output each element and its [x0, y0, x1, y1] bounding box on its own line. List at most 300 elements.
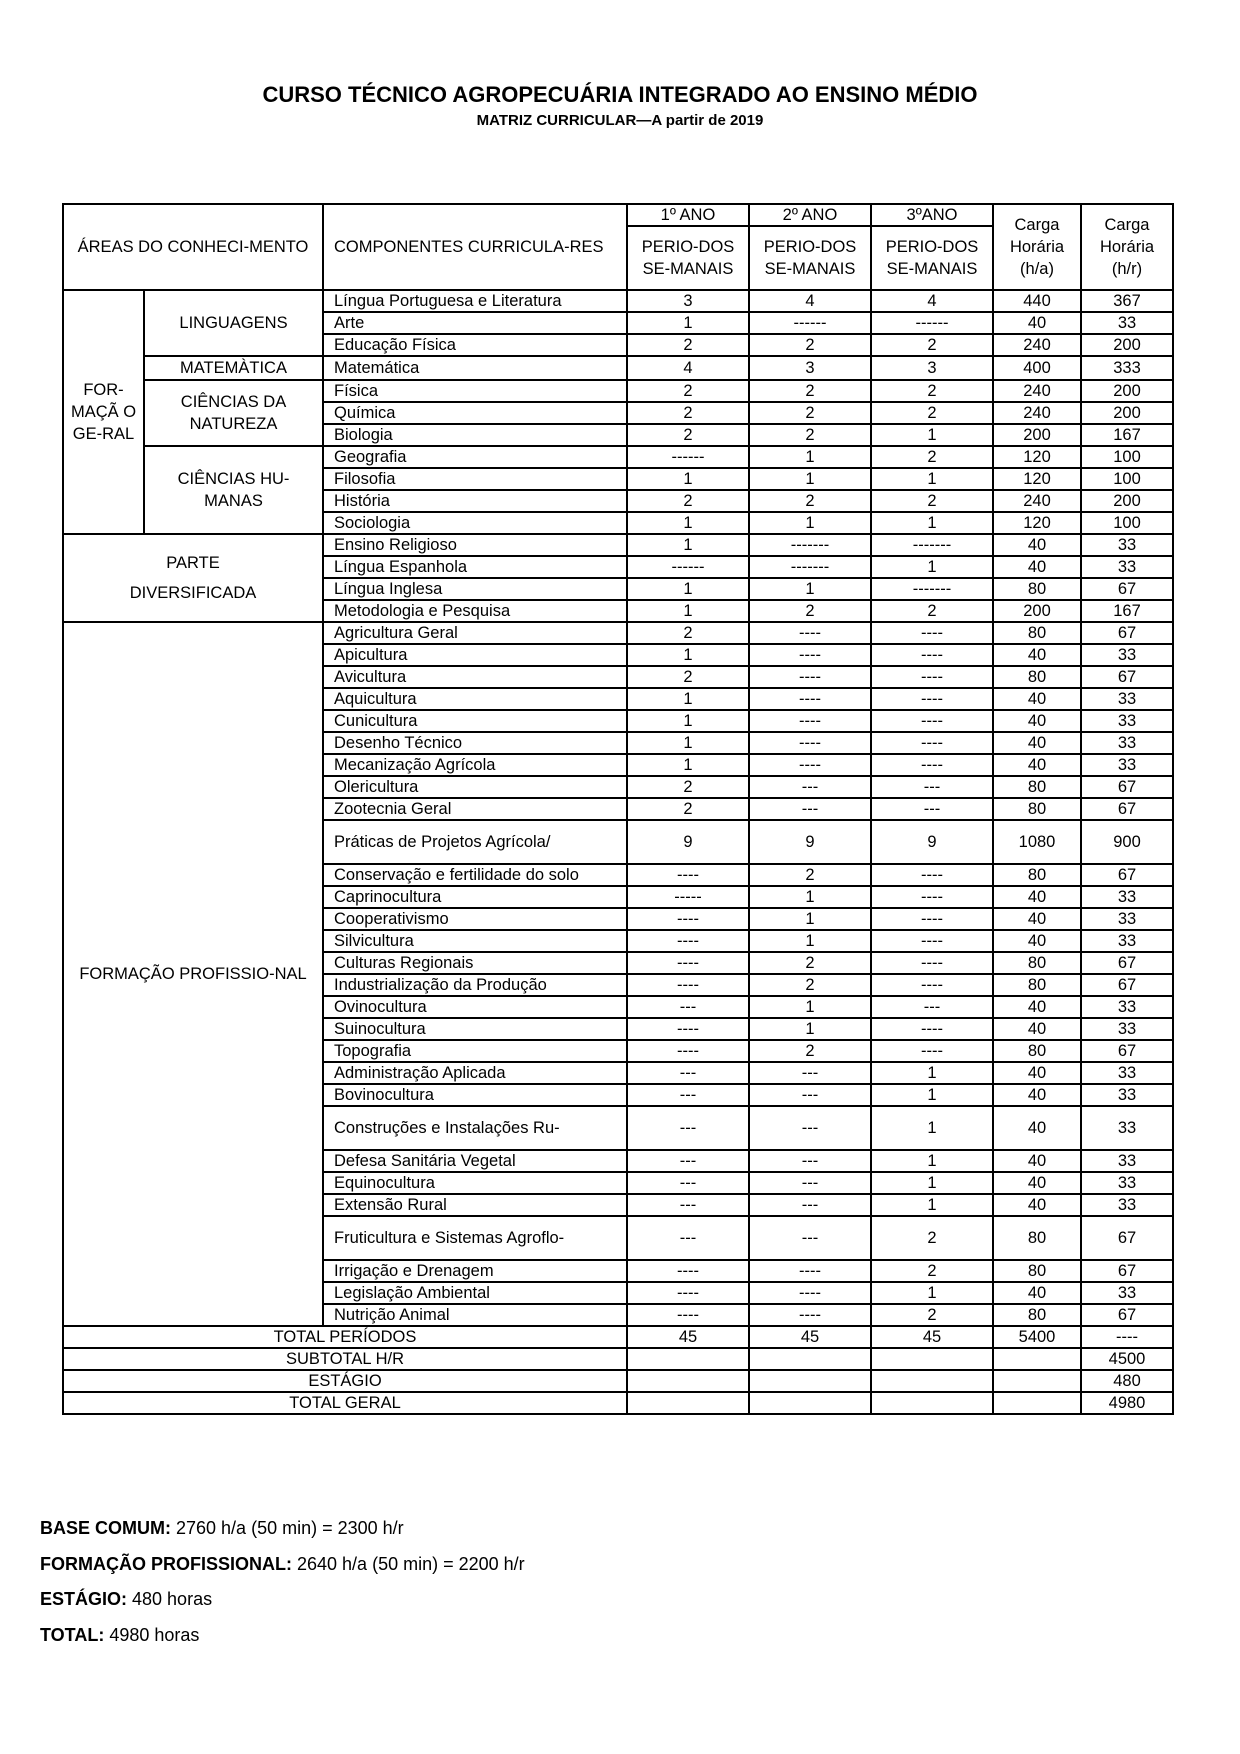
year2-periods: ---- [749, 732, 871, 754]
hours-hr: 33 [1081, 1172, 1173, 1194]
year3-periods: 4 [871, 290, 993, 312]
year1-periods: ------ [627, 446, 749, 468]
totals-y1 [627, 1348, 749, 1370]
hours-ha: 40 [993, 1172, 1081, 1194]
component-name: Construções e Instalações Ru- [323, 1106, 627, 1150]
year2-periods: 3 [749, 356, 871, 380]
hours-hr: 100 [1081, 468, 1173, 490]
year2-periods: 2 [749, 490, 871, 512]
year2-periods: --- [749, 776, 871, 798]
year1-periods: 1 [627, 468, 749, 490]
hours-ha: 80 [993, 952, 1081, 974]
year2-periods: 1 [749, 512, 871, 534]
year2-periods: 1 [749, 1018, 871, 1040]
hours-hr: 100 [1081, 512, 1173, 534]
hours-hr: 33 [1081, 996, 1173, 1018]
hours-ha: 40 [993, 534, 1081, 556]
totals-y2: 45 [749, 1326, 871, 1348]
year2-periods: ------- [749, 556, 871, 578]
component-name: Metodologia e Pesquisa [323, 600, 627, 622]
totals-y1: 45 [627, 1326, 749, 1348]
year3-periods: --- [871, 798, 993, 820]
hours-ha: 80 [993, 622, 1081, 644]
year2-periods: 1 [749, 996, 871, 1018]
linguagens-group: LINGUAGENS [144, 290, 323, 356]
year3-periods: --- [871, 996, 993, 1018]
year1-periods: 1 [627, 512, 749, 534]
year3-periods: ------- [871, 534, 993, 556]
year1-periods: --- [627, 996, 749, 1018]
year3-periods: 9 [871, 820, 993, 864]
year2-periods: ---- [749, 622, 871, 644]
year3-periods: 1 [871, 1172, 993, 1194]
component-name: Industrialização da Produção [323, 974, 627, 996]
component-name: Sociologia [323, 512, 627, 534]
year1-periods: ------ [627, 556, 749, 578]
hours-hr: 33 [1081, 1062, 1173, 1084]
hours-ha: 40 [993, 1150, 1081, 1172]
totals-hr: 4980 [1081, 1392, 1173, 1414]
hours-ha: 240 [993, 490, 1081, 512]
year3-periods: ---- [871, 908, 993, 930]
hours-ha: 40 [993, 644, 1081, 666]
component-name: Ensino Religioso [323, 534, 627, 556]
year3-periods: ---- [871, 886, 993, 908]
hours-ha: 80 [993, 666, 1081, 688]
hours-ha: 40 [993, 886, 1081, 908]
year2-periods: --- [749, 1106, 871, 1150]
totals-label: TOTAL PERÍODOS [63, 1326, 627, 1348]
year2-periods: 9 [749, 820, 871, 864]
hours-hr: 33 [1081, 1194, 1173, 1216]
totals-y3: 45 [871, 1326, 993, 1348]
hours-ha: 1080 [993, 820, 1081, 864]
year2-periods: 4 [749, 290, 871, 312]
year2-periods: --- [749, 1062, 871, 1084]
hours-ha: 240 [993, 334, 1081, 356]
hours-ha: 440 [993, 290, 1081, 312]
hours-hr: 200 [1081, 334, 1173, 356]
hours-ha: 80 [993, 1040, 1081, 1062]
document-title: CURSO TÉCNICO AGROPECUÁRIA INTEGRADO AO ENSINO MÉDIO [262, 82, 978, 107]
year3-periods: ------ [871, 312, 993, 334]
component-name: Irrigação e Drenagem [323, 1260, 627, 1282]
component-name: Mecanização Agrícola [323, 754, 627, 776]
year2-periods: 2 [749, 1040, 871, 1062]
year2-periods: --- [749, 1084, 871, 1106]
component-name: Matemática [323, 356, 627, 380]
year2-periods: 2 [749, 864, 871, 886]
year3-periods: 2 [871, 380, 993, 402]
hours-hr: 33 [1081, 930, 1173, 952]
hours-hr: 67 [1081, 1216, 1173, 1260]
year3-periods: ---- [871, 1040, 993, 1062]
year1-periods: 4 [627, 356, 749, 380]
year1-periods: --- [627, 1216, 749, 1260]
table-row [63, 356, 1173, 380]
components-header: COMPONENTES CURRICULA-RES [323, 204, 627, 290]
hours-ha: 40 [993, 732, 1081, 754]
hours-ha: 80 [993, 1260, 1081, 1282]
matematica-group: MATEMÀTICA [144, 356, 323, 380]
hours-ha: 120 [993, 446, 1081, 468]
year1-periods: ---- [627, 930, 749, 952]
formacao-geral-group: FOR-MAÇÃ O GE-RAL [63, 290, 144, 534]
component-name: Topografia [323, 1040, 627, 1062]
hours-ha: 40 [993, 1084, 1081, 1106]
hours-hr: 367 [1081, 290, 1173, 312]
year1-periods: 1 [627, 534, 749, 556]
year1-periods: ---- [627, 974, 749, 996]
hours-hr: 33 [1081, 710, 1173, 732]
year3-periods: ---- [871, 644, 993, 666]
year3-periods: 1 [871, 512, 993, 534]
hours-hr: 167 [1081, 600, 1173, 622]
year3-periods: 1 [871, 1062, 993, 1084]
hours-hr-header: Carga Horária (h/r) [1081, 204, 1173, 290]
hours-ha: 200 [993, 424, 1081, 446]
year2-periods: ---- [749, 1282, 871, 1304]
hours-hr: 33 [1081, 534, 1173, 556]
hours-hr: 333 [1081, 356, 1173, 380]
table-row [63, 446, 1173, 468]
hours-hr: 200 [1081, 380, 1173, 402]
year2-periods: 1 [749, 468, 871, 490]
year1-periods-header: PERIO-DOS SE-MANAIS [627, 226, 749, 290]
hours-ha: 80 [993, 864, 1081, 886]
component-name: Aquicultura [323, 688, 627, 710]
hours-hr: 33 [1081, 1106, 1173, 1150]
hours-hr: 33 [1081, 1018, 1173, 1040]
areas-header: ÁREAS DO CONHECI-MENTO [63, 204, 323, 290]
totals-y1 [627, 1370, 749, 1392]
hours-hr: 33 [1081, 312, 1173, 334]
year1-periods: 1 [627, 688, 749, 710]
component-name: Apicultura [323, 644, 627, 666]
year2-periods: 1 [749, 886, 871, 908]
component-name: Educação Física [323, 334, 627, 356]
hours-hr: 33 [1081, 886, 1173, 908]
year1-header: 1º ANO [627, 204, 749, 226]
hours-hr: 67 [1081, 1304, 1173, 1326]
year2-periods: ---- [749, 1304, 871, 1326]
header-row-1 [63, 204, 1173, 226]
hours-hr: 900 [1081, 820, 1173, 864]
year1-periods: ---- [627, 1040, 749, 1062]
hours-summary-notes [40, 1516, 525, 1658]
year3-periods: ---- [871, 622, 993, 644]
year3-periods: 1 [871, 1282, 993, 1304]
year3-periods: 2 [871, 402, 993, 424]
year1-periods: 2 [627, 490, 749, 512]
hours-ha: 80 [993, 578, 1081, 600]
hours-hr: 200 [1081, 402, 1173, 424]
year2-periods-header: PERIO-DOS SE-MANAIS [749, 226, 871, 290]
year1-periods: ---- [627, 864, 749, 886]
hours-ha-header: Carga Horária (h/a) [993, 204, 1081, 290]
ciencias-natureza-group: CIÊNCIAS DA NATUREZA [144, 380, 323, 446]
year1-periods: ---- [627, 1282, 749, 1304]
curriculum-matrix-table [62, 203, 1174, 1415]
hours-ha: 80 [993, 798, 1081, 820]
hours-hr: 67 [1081, 666, 1173, 688]
year1-periods: ---- [627, 1304, 749, 1326]
totals-label: TOTAL GERAL [63, 1392, 627, 1414]
year3-periods: 1 [871, 424, 993, 446]
year3-periods: 2 [871, 446, 993, 468]
hours-hr: 33 [1081, 908, 1173, 930]
totals-y3 [871, 1392, 993, 1414]
year2-periods: 1 [749, 908, 871, 930]
year1-periods: 2 [627, 798, 749, 820]
year3-periods: 2 [871, 490, 993, 512]
component-name: Conservação e fertilidade do solo [323, 864, 627, 886]
year1-periods: 1 [627, 600, 749, 622]
component-name: Administração Aplicada [323, 1062, 627, 1084]
hours-ha: 240 [993, 380, 1081, 402]
component-name: Língua Portuguesa e Literatura [323, 290, 627, 312]
year2-periods: --- [749, 1194, 871, 1216]
year1-periods: 2 [627, 776, 749, 798]
hours-hr: 33 [1081, 556, 1173, 578]
year3-periods: 1 [871, 556, 993, 578]
year2-header: 2º ANO [749, 204, 871, 226]
component-name: Caprinocultura [323, 886, 627, 908]
hours-ha: 40 [993, 1194, 1081, 1216]
ciencias-humanas-group: CIÊNCIAS HU-MANAS [144, 446, 323, 534]
totals-label: ESTÁGIO [63, 1370, 627, 1392]
hours-hr: 67 [1081, 578, 1173, 600]
year2-periods: 2 [749, 402, 871, 424]
component-name: Bovinocultura [323, 1084, 627, 1106]
year1-periods: 2 [627, 402, 749, 424]
year1-periods: ---- [627, 1260, 749, 1282]
hours-ha: 200 [993, 600, 1081, 622]
hours-hr: 67 [1081, 622, 1173, 644]
hours-hr: 33 [1081, 1282, 1173, 1304]
component-name: Agricultura Geral [323, 622, 627, 644]
year1-periods: ---- [627, 908, 749, 930]
component-name: Silvicultura [323, 930, 627, 952]
year1-periods: ---- [627, 1018, 749, 1040]
note-estagio: ESTÁGIO: 480 horas [40, 1589, 213, 1609]
year2-periods: ---- [749, 1260, 871, 1282]
year1-periods: 2 [627, 424, 749, 446]
totals-row [63, 1326, 1173, 1348]
totals-row [63, 1348, 1173, 1370]
year1-periods: 1 [627, 754, 749, 776]
year1-periods: 2 [627, 380, 749, 402]
year3-periods: 1 [871, 1106, 993, 1150]
component-name: Cooperativismo [323, 908, 627, 930]
hours-ha: 80 [993, 776, 1081, 798]
note-total: TOTAL: 4980 horas [40, 1624, 200, 1645]
hours-ha: 120 [993, 512, 1081, 534]
year3-periods: ---- [871, 666, 993, 688]
component-name: Química [323, 402, 627, 424]
totals-label: SUBTOTAL H/R [63, 1348, 627, 1370]
year2-periods: --- [749, 798, 871, 820]
hours-ha: 40 [993, 908, 1081, 930]
formacao-profissional-group: FORMAÇÃO PROFISSIO-NAL [63, 622, 323, 1326]
year3-periods: 1 [871, 1194, 993, 1216]
component-name: Arte [323, 312, 627, 334]
year2-periods: 2 [749, 974, 871, 996]
year2-periods: 1 [749, 446, 871, 468]
hours-hr: 200 [1081, 490, 1173, 512]
component-name: Práticas de Projetos Agrícola/ [323, 820, 627, 864]
totals-hr: 480 [1081, 1370, 1173, 1392]
hours-ha: 40 [993, 996, 1081, 1018]
component-name: Cunicultura [323, 710, 627, 732]
hours-ha: 40 [993, 312, 1081, 334]
year3-periods: ---- [871, 864, 993, 886]
year3-periods: ---- [871, 952, 993, 974]
hours-hr: 67 [1081, 798, 1173, 820]
year3-periods: ---- [871, 754, 993, 776]
hours-hr: 33 [1081, 1150, 1173, 1172]
year1-periods: 1 [627, 644, 749, 666]
year3-periods: --- [871, 776, 993, 798]
year3-periods: 2 [871, 1260, 993, 1282]
totals-y2 [749, 1370, 871, 1392]
year2-periods: ------ [749, 312, 871, 334]
table-row [63, 622, 1173, 644]
year1-periods: --- [627, 1150, 749, 1172]
year1-periods: 2 [627, 666, 749, 688]
year3-periods: ------- [871, 578, 993, 600]
year3-periods: ---- [871, 974, 993, 996]
year3-header: 3ºANO [871, 204, 993, 226]
totals-row [63, 1392, 1173, 1414]
hours-hr: 67 [1081, 864, 1173, 886]
component-name: Extensão Rural [323, 1194, 627, 1216]
year1-periods: ---- [627, 952, 749, 974]
hours-hr: 67 [1081, 1040, 1173, 1062]
hours-ha: 40 [993, 1106, 1081, 1150]
year1-periods: --- [627, 1194, 749, 1216]
year3-periods: ---- [871, 1018, 993, 1040]
totals-ha [993, 1370, 1081, 1392]
component-name: Avicultura [323, 666, 627, 688]
hours-ha: 80 [993, 1216, 1081, 1260]
hours-ha: 400 [993, 356, 1081, 380]
year1-periods: 1 [627, 732, 749, 754]
year3-periods: 3 [871, 356, 993, 380]
totals-ha [993, 1348, 1081, 1370]
totals-y3 [871, 1348, 993, 1370]
component-name: Legislação Ambiental [323, 1282, 627, 1304]
hours-hr: 67 [1081, 776, 1173, 798]
year2-periods: ------- [749, 534, 871, 556]
note-base-comum: BASE COMUM: 2760 h/a (50 min) = 2300 h/r [40, 1518, 404, 1538]
totals-hr: 4500 [1081, 1348, 1173, 1370]
year3-periods: ---- [871, 930, 993, 952]
hours-hr: 33 [1081, 688, 1173, 710]
component-name: Ovinocultura [323, 996, 627, 1018]
hours-hr: 100 [1081, 446, 1173, 468]
table-row [63, 380, 1173, 402]
year1-periods: 3 [627, 290, 749, 312]
year1-periods: 9 [627, 820, 749, 864]
year1-periods: 1 [627, 578, 749, 600]
note-formacao-profissional: FORMAÇÃO PROFISSIONAL: 2640 h/a (50 min) = 2200 h/r [40, 1553, 525, 1574]
totals-y2 [749, 1348, 871, 1370]
hours-hr: 67 [1081, 1260, 1173, 1282]
year3-periods: 2 [871, 600, 993, 622]
year2-periods: 2 [749, 600, 871, 622]
year2-periods: ---- [749, 710, 871, 732]
hours-hr: 33 [1081, 1084, 1173, 1106]
year2-periods: ---- [749, 666, 871, 688]
hours-ha: 40 [993, 930, 1081, 952]
year3-periods: ---- [871, 688, 993, 710]
year2-periods: 1 [749, 930, 871, 952]
component-name: Defesa Sanitária Vegetal [323, 1150, 627, 1172]
component-name: Língua Espanhola [323, 556, 627, 578]
hours-ha: 80 [993, 974, 1081, 996]
year3-periods: ---- [871, 732, 993, 754]
totals-y3 [871, 1370, 993, 1392]
year1-periods: --- [627, 1106, 749, 1150]
hours-ha: 80 [993, 1304, 1081, 1326]
component-name: Desenho Técnico [323, 732, 627, 754]
hours-hr: 67 [1081, 974, 1173, 996]
year3-periods: 1 [871, 1084, 993, 1106]
component-name: Suinocultura [323, 1018, 627, 1040]
totals-y1 [627, 1392, 749, 1414]
year2-periods: 2 [749, 424, 871, 446]
hours-hr: 33 [1081, 732, 1173, 754]
hours-ha: 40 [993, 556, 1081, 578]
component-name: Física [323, 380, 627, 402]
component-name: Zootecnia Geral [323, 798, 627, 820]
year3-periods: 1 [871, 1150, 993, 1172]
hours-ha: 40 [993, 710, 1081, 732]
hours-ha: 120 [993, 468, 1081, 490]
year3-periods: 2 [871, 334, 993, 356]
year1-periods: --- [627, 1172, 749, 1194]
year1-periods: 2 [627, 622, 749, 644]
year1-periods: --- [627, 1062, 749, 1084]
year3-periods: 2 [871, 1304, 993, 1326]
parte-diversificada-group: PARTE DIVERSIFICADA [63, 534, 323, 622]
totals-ha: 5400 [993, 1326, 1081, 1348]
year1-periods: 1 [627, 710, 749, 732]
year1-periods: ----- [627, 886, 749, 908]
component-name: Equinocultura [323, 1172, 627, 1194]
year2-periods: --- [749, 1216, 871, 1260]
year2-periods: 1 [749, 578, 871, 600]
totals-y2 [749, 1392, 871, 1414]
hours-ha: 40 [993, 1282, 1081, 1304]
hours-ha: 40 [993, 754, 1081, 776]
hours-ha: 40 [993, 1062, 1081, 1084]
component-name: Biologia [323, 424, 627, 446]
component-name: Nutrição Animal [323, 1304, 627, 1326]
hours-hr: 33 [1081, 644, 1173, 666]
component-name: Olericultura [323, 776, 627, 798]
year3-periods-header: PERIO-DOS SE-MANAIS [871, 226, 993, 290]
component-name: História [323, 490, 627, 512]
year2-periods: 2 [749, 380, 871, 402]
year2-periods: ---- [749, 688, 871, 710]
hours-hr: 33 [1081, 754, 1173, 776]
totals-ha [993, 1392, 1081, 1414]
year2-periods: 2 [749, 952, 871, 974]
year2-periods: --- [749, 1150, 871, 1172]
year2-periods: ---- [749, 754, 871, 776]
